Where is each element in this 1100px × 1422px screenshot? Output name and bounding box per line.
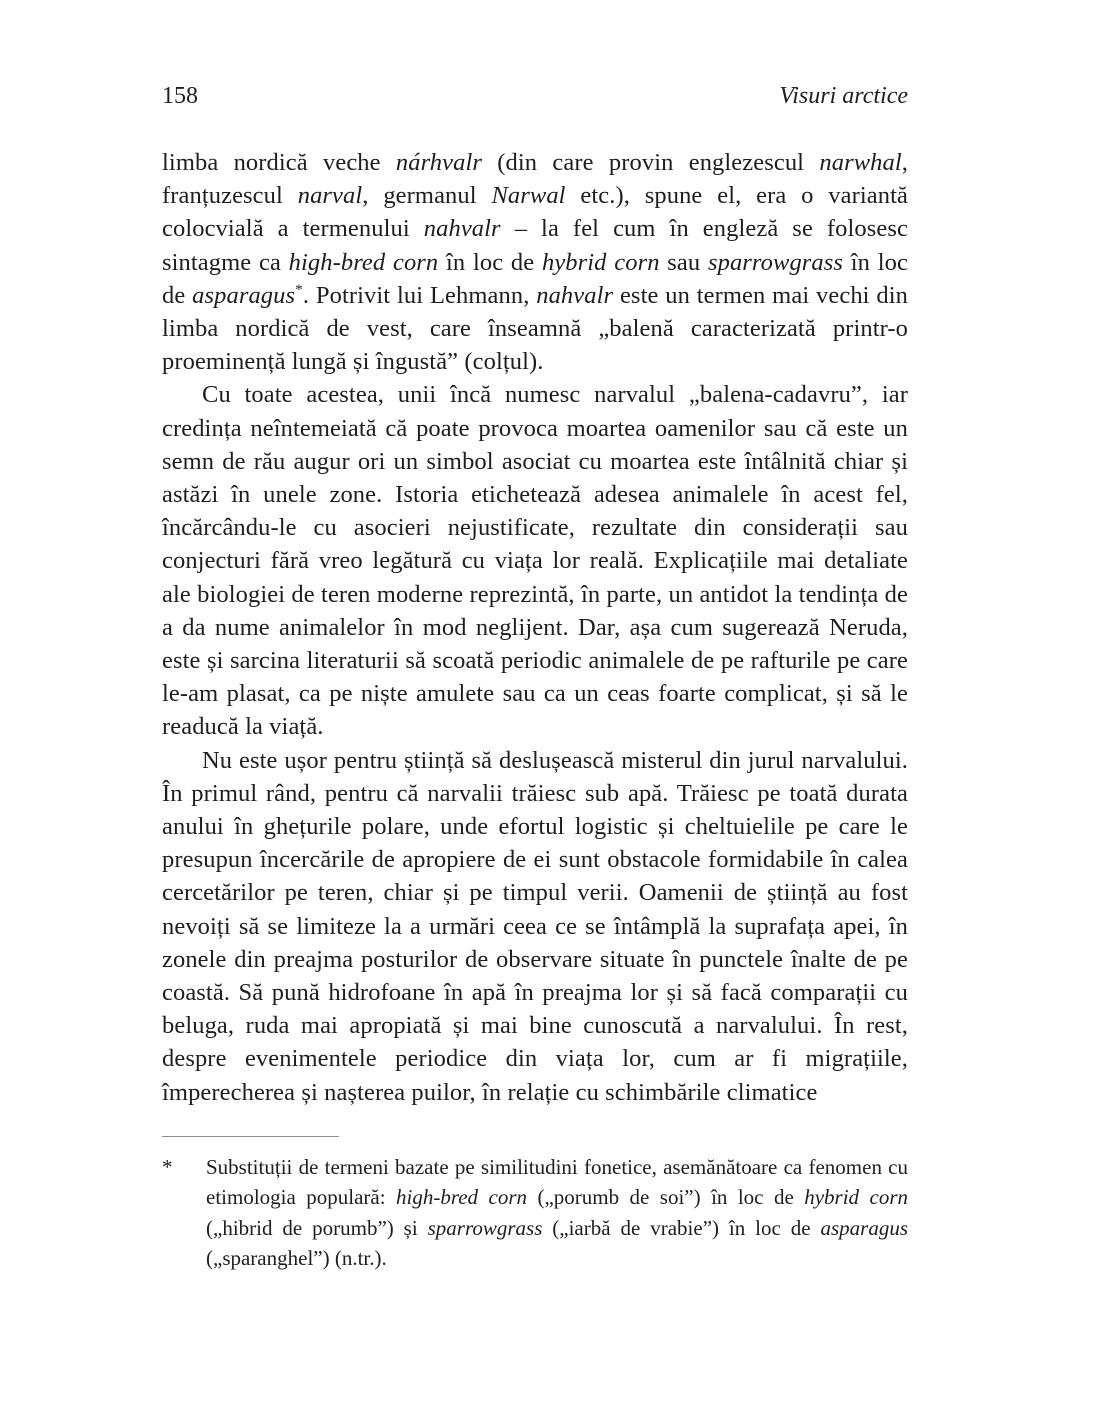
- footnote-reference-mark: *: [295, 280, 303, 298]
- text-run: în loc de: [162, 248, 908, 309]
- text-run: limba nordică veche: [162, 149, 396, 176]
- text-run: Substituții de termeni bazate pe similitudini fonetice, asemănătoare ca fenomen cu etimologia populară:: [206, 1154, 908, 1210]
- italic-term: asparagus: [192, 281, 296, 309]
- italic-term: sparrowgrass: [707, 248, 844, 276]
- text-run: . Potrivit lui Lehmann,: [302, 281, 537, 309]
- footnote-text: [206, 1152, 908, 1274]
- paragraph: [162, 744, 908, 1109]
- italic-term: nárhvalr: [395, 149, 483, 176]
- italic-term: high-bred corn: [396, 1185, 527, 1210]
- italic-term: Narwal: [491, 182, 566, 210]
- text-run: (din care provin englezescul: [482, 149, 820, 176]
- text-run: , franțuzescul: [162, 149, 908, 210]
- footnote-separator: [162, 1136, 339, 1137]
- text-run: Nu este ușor pentru știință să deslușească misterul din jurul narvalului. În primul rând, pentru că narvalii trăiesc sub apă. Trăiesc pe toată durata anului în ghețurile polare, unde efortul logistic și cheltuielile pe care le presupun încercările de apropiere de ei sunt obstacole formidabile în calea cercetărilor pe teren, chiar și pe timpul verii. Oamenii de știință au fost nevoiți să se limiteze la a urmări ceea ce se întâmplă la suprafața apei, în zonele din preajma posturilor de observare situate în punctele înalte de pe coastă. Să pună hidrofoane în apă în preajma lor și să facă comparații cu beluga, ruda mai apropiată și mai bine cunoscută a narvalului. În rest, despre evenimentele periodice din viața lor, cum ar fi migrațiile, împerecherea și nașterea puilor, în relație cu schimbările climatice: [162, 746, 908, 1106]
- italic-term: sparrowgrass: [427, 1215, 543, 1240]
- italic-term: nahvalr: [536, 281, 614, 309]
- text-run: etc.), spune el, era o variantă colocvială a termenului: [162, 182, 908, 243]
- text-run: sau: [659, 248, 708, 276]
- italic-term: asparagus: [820, 1215, 908, 1240]
- italic-term: narval: [297, 182, 363, 210]
- italic-term: nahvalr: [423, 215, 501, 243]
- paragraph: [162, 146, 908, 378]
- text-run: este un termen mai vechi din limba nordică de vest, care înseamnă „balenă caracterizată printr-o proeminență lungă și îngustă” (colțul).: [162, 281, 908, 376]
- footnote-marker: *: [162, 1154, 173, 1179]
- text-run: („hibrid de porumb”) și: [206, 1215, 428, 1240]
- text-run: („sparanghel”) (n.tr.).: [206, 1246, 387, 1271]
- footnote: [162, 1152, 908, 1274]
- text-run: , germanul: [362, 182, 492, 210]
- text-run: („porumb de soi”) în loc de: [527, 1185, 805, 1210]
- italic-term: narwhal: [819, 149, 902, 176]
- page-number: 158: [162, 83, 198, 109]
- text-run: – la fel cum în engleză se folosesc sintagme ca: [162, 215, 909, 276]
- italic-term: high-bred corn: [288, 248, 439, 276]
- text-run: în loc de: [438, 248, 542, 276]
- page-header: [162, 82, 908, 110]
- body-text: [162, 146, 908, 1109]
- text-run: Cu toate acestea, unii încă numesc narvalul „balena-cadavru”, iar credința neîntemeiată că poate provoca moartea oamenilor sau că este un semn de rău augur ori un simbol asociat cu moartea este întâlnită chiar și astăzi în unele zone. Istoria etichetează adesea animalele în acest fel, încărcându-le cu asocieri nejustificate, rezultate din considerații sau conjecturi fără vreo legătură cu viața lor reală. Explicațiile mai detaliate ale biologiei de teren moderne reprezintă, în parte, un antidot la tendința de a da nume animalelor în mod neglijent. Dar, așa cum sugerează Neruda, este și sarcina literaturii să scoată periodic animalele de pe rafturile pe care le-am plasat, ca pe niște amulete sau ca un ceas foarte complicat, și să le readucă la viață.: [162, 381, 908, 741]
- paragraph: [162, 378, 908, 743]
- text-run: („iarbă de vrabie”) în loc de: [542, 1215, 821, 1240]
- italic-term: hybrid corn: [804, 1185, 908, 1210]
- running-title: Visuri arctice: [779, 83, 908, 109]
- italic-term: hybrid corn: [541, 248, 660, 276]
